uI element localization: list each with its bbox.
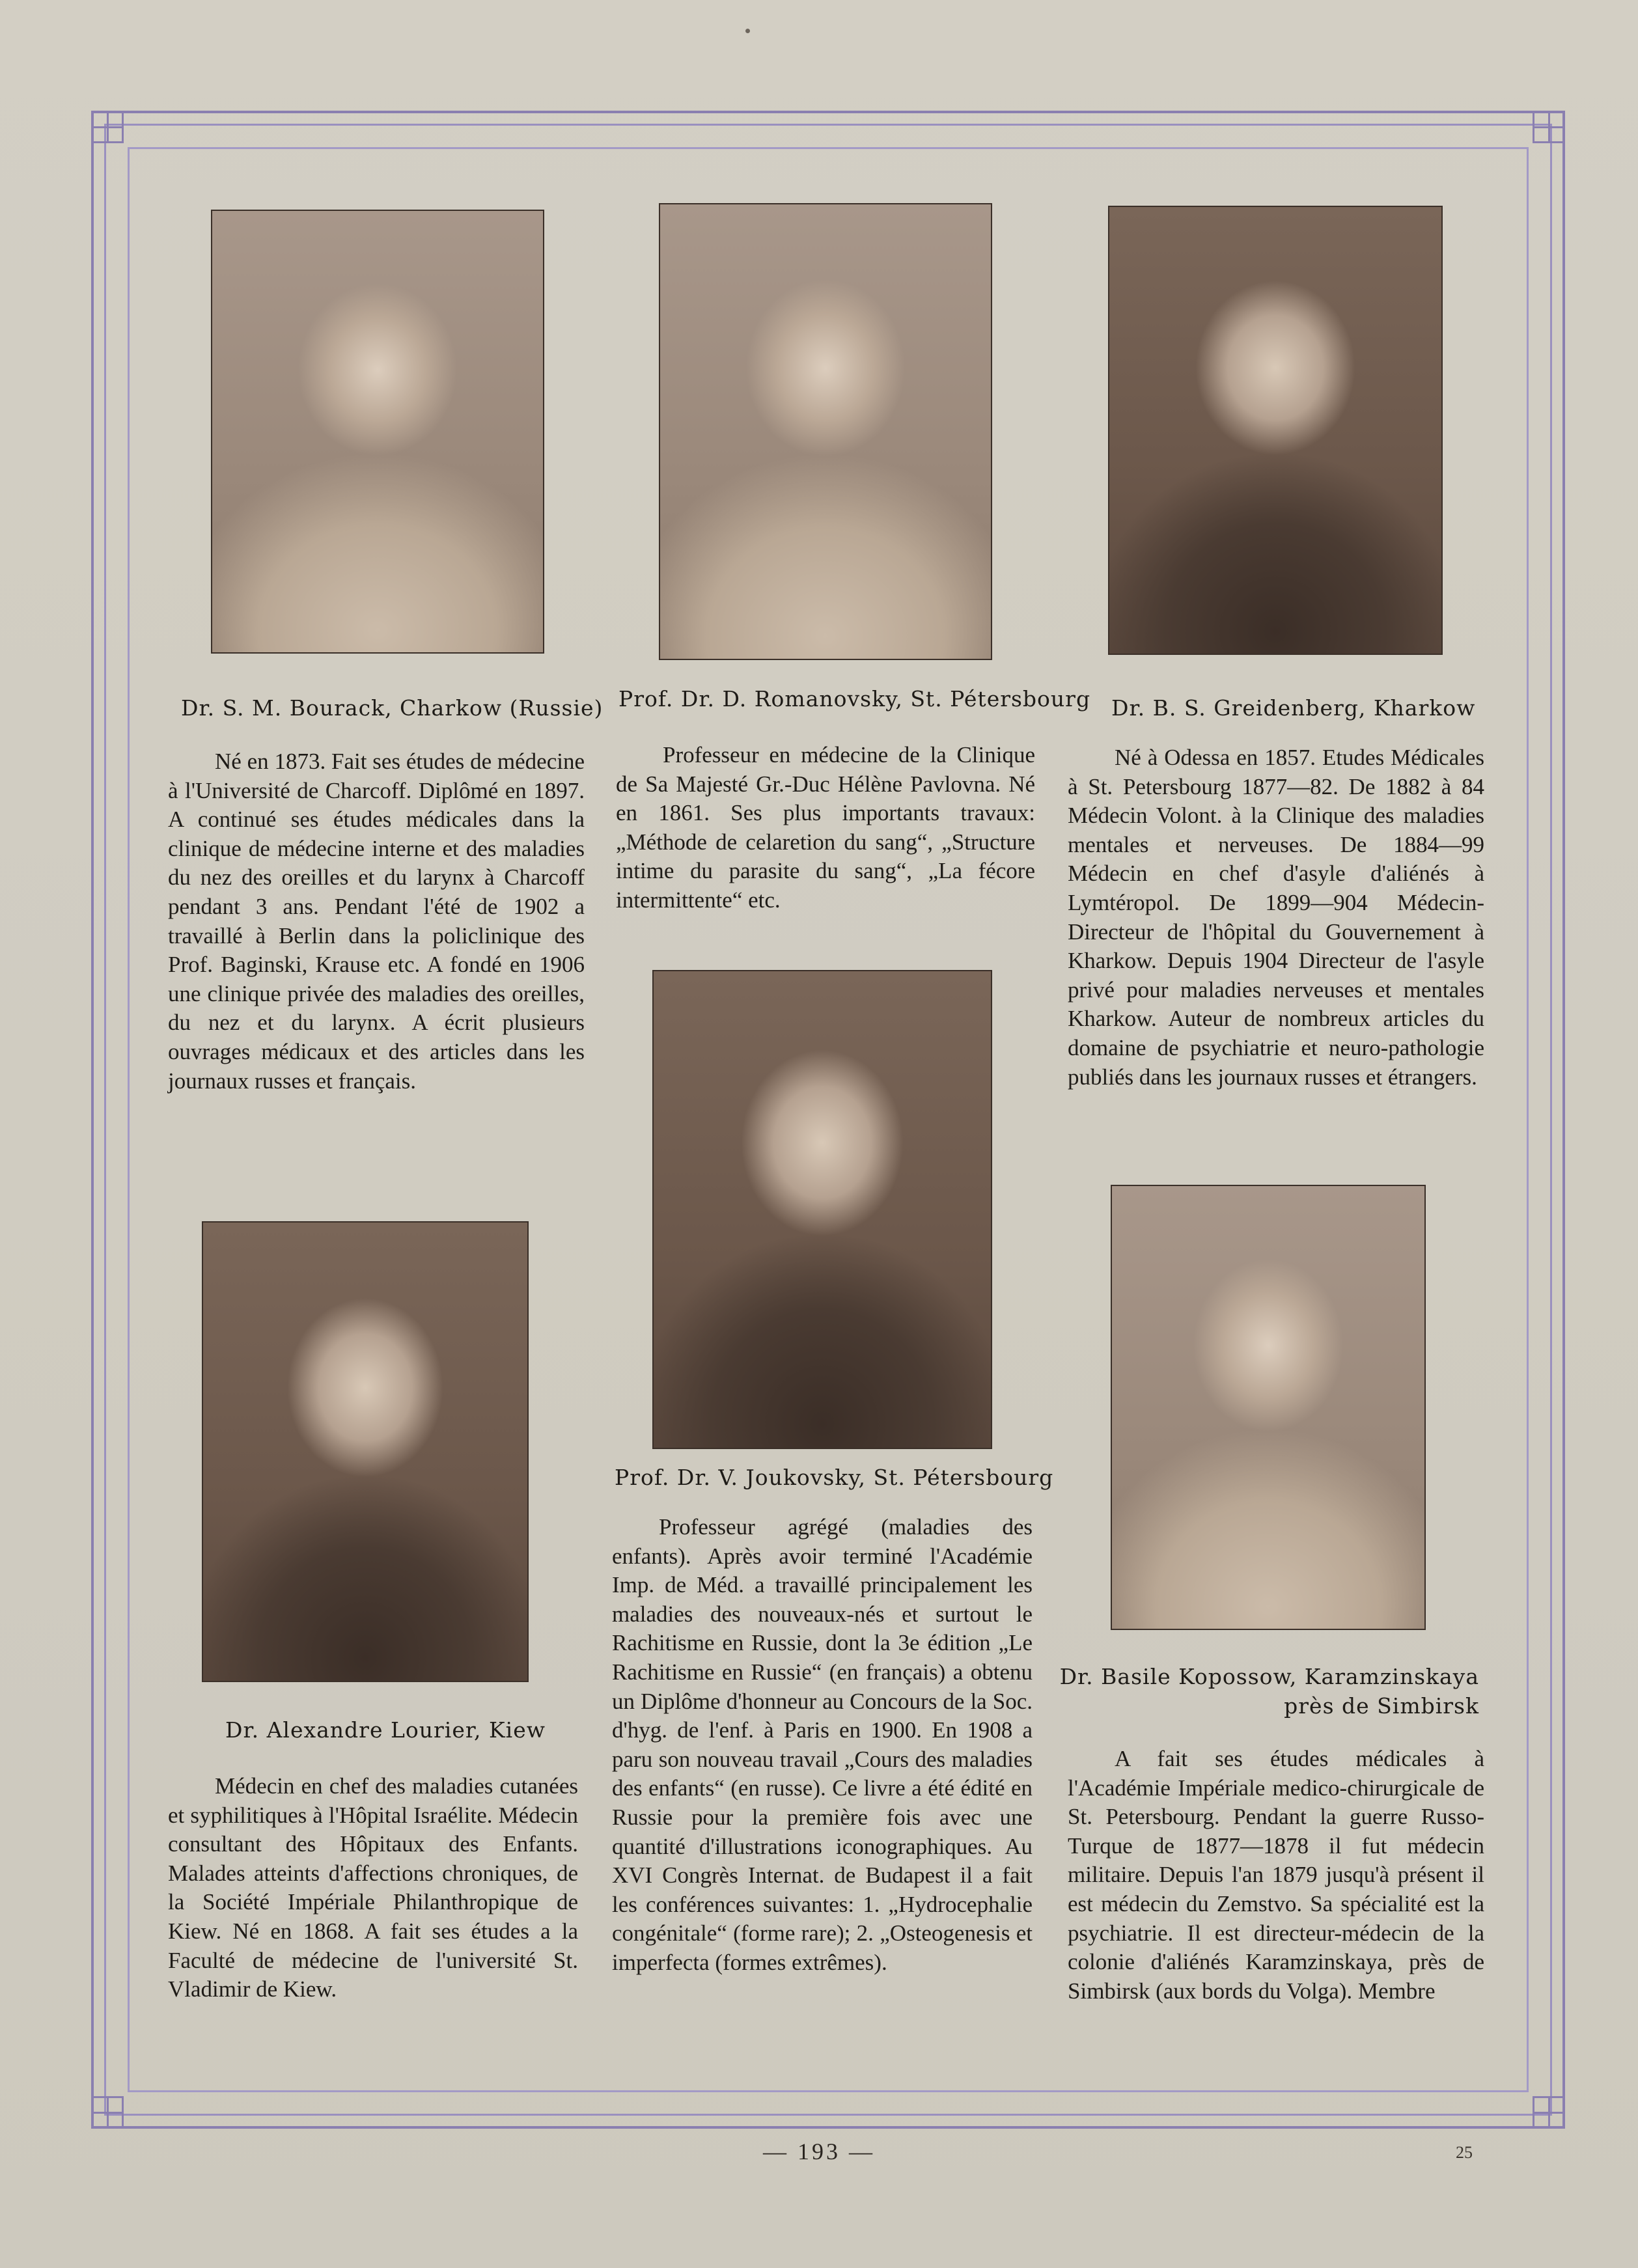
caption-bourack: Dr. S. M. Bourack, Charkow (Russie) [181,695,604,721]
caption-kopossow [1055,1664,1479,1719]
portrait-photo-greidenberg [1108,206,1443,655]
bio-lourier [168,1772,578,2004]
portrait-photo-joukovsky [652,970,992,1449]
bio-romanovsky [616,741,1035,915]
caption-lourier: Dr. Alexandre Lourier, Kiew [225,1717,546,1743]
caption-romanovsky: Prof. Dr. D. Romanovsky, St. Pétersbourg [618,686,1091,712]
bio-joukovsky [612,1513,1033,1978]
bio-bourack-paragraph: Né en 1873. Fait ses études de médecine à l'Université de Charcoff. Diplômé en 1897. A continué ses études médicales dans la clinique de médecine interne et des maladies du nez des oreilles et du larynx à Charcoff pendant 3 ans. Pendant l'été de 1902 a travaillé à Berlin dans la policlinique des Prof. Baginski, Krause etc. A fondé en 1906 une clinique privée des maladies des oreilles, du nez et du larynx. A écrit plusieurs ouvrages médicaux et des articles dans les journaux russes et français. [168,749,585,1094]
ink-speck [745,29,750,33]
portrait-photo-romanovsky [659,203,992,660]
caption-kopossow-line2: près de Simbirsk [1284,1693,1479,1719]
bio-lourier-paragraph: Médecin en chef des maladies cutanées et syphilitiques à l'Hôpital Israélite. Médecin consultant des Hôpitaux des Enfants. Malades atteints d'affections chroniques, de la Société Impériale Philanthropique de Kiew. Né en 1868. A fait ses études a la Faculté de médecine de l'université St. Vladimir de Kiew. [168,1773,578,2002]
signature-mark: 25 [1456,2143,1473,2162]
bio-joukovsky-paragraph: Professeur agrégé (maladies des enfants). Après avoir terminé l'Académie Imp. de Méd. a travaillé principalement les maladies des nouveaux-nés et surtout le Rachitisme en Russie, dont la 3e édition „Le Rachitisme en Russie“ (en français) a obtenu un Diplôme d'honneur au Concours de la Soc. d'hyg. de l'enf. à Paris en 1900. En 1908 a paru son nouveau travail „Cours des maladies des enfants“ (en russe). Ce livre a été édité en Russie pour la première fois avec une quantité d'illustrations iconographiques. Au XVI Congrès Internat. de Budapest il a fait les conférences suivantes: 1. „Hydrocephalie congénitale“ (forme rare); 2. „Osteogenesis et imperfecta (formes extrêmes). [612,1514,1033,1975]
bio-bourack [168,747,585,1096]
portrait-photo-lourier [202,1221,529,1682]
portrait-photo-bourack [211,210,544,654]
corner-ornament [1533,111,1565,143]
bio-greidenberg-paragraph: Né à Odessa en 1857. Etudes Médicales à St. Petersbourg 1877—82. De 1882 à 84 Médecin Volont. à la Clinique des maladies mentales et nerveuses. De 1884—99 Médecin en chef d'asyle d'aliénés à Lymtéropol. De 1899—904 Médecin-Directeur de l'hôpital du Gouvernement à Kharkow. Depuis 1904 Directeur de l'asyle privé pour maladies nerveuses et mentales Kharkow. Auteur de nombreux articles du domaine de psychiatrie et neuro-pathologie publiés dans les journaux russes et étrangers. [1068,745,1484,1090]
portrait-photo-kopossow [1111,1185,1426,1630]
page-number: — 193 — [763,2138,875,2164]
caption-joukovsky: Prof. Dr. V. Joukovsky, St. Pétersbourg [615,1465,1054,1490]
bio-kopossow-paragraph: A fait ses études médicales à l'Académie Impériale medico-chirurgicale de St. Petersbourg. Pendant la guerre Russo-Turque de 1877—1878 il fut médecin militaire. Depuis l'an 1879 jusqu'à présent il est médecin du Zemstvo. Sa spécialité est la psychiatrie. Il est directeur-médecin de la colonie d'aliénés Karamzinskaya, près de Simbirsk (aux bords du Volga). Membre [1068,1746,1484,2004]
bio-romanovsky-paragraph: Professeur en médecine de la Clinique de Sa Majesté Gr.-Duc Hélène Pavlovna. Né en 1861. Ses plus importants travaux: „Méthode de celaretion du sang“, „Structure intime du parasite du sang“, „La fécore intermittente“ etc. [616,742,1035,913]
caption-kopossow-line1: Dr. Basile Kopossow, Karamzinskaya [1059,1664,1479,1689]
corner-ornament [91,111,124,143]
corner-ornament [1533,2096,1565,2129]
corner-ornament [91,2096,124,2129]
caption-greidenberg: Dr. B. S. Greidenberg, Kharkow [1111,695,1476,721]
bio-greidenberg [1068,743,1484,1092]
bio-kopossow [1068,1745,1484,2006]
